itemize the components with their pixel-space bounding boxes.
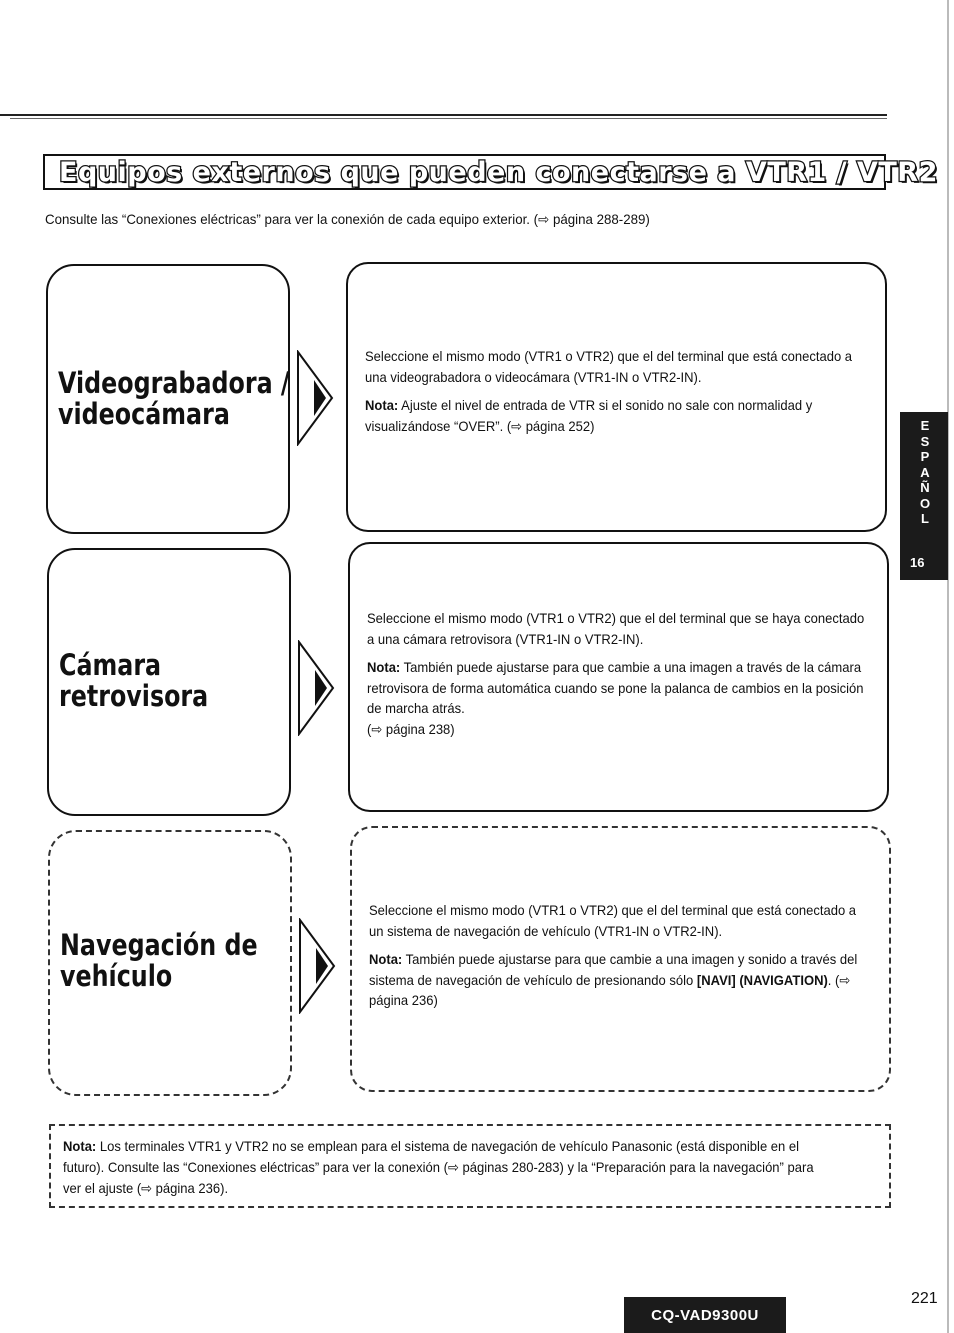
top-rule-thin: [10, 118, 887, 119]
page-title-box: [43, 154, 938, 190]
text-box-navegacion: [350, 826, 891, 1092]
page-title: Equipos externos que pueden conectarse a VTR1 / VTR2: [59, 156, 938, 188]
model-badge: CQ-VAD9300U: [624, 1297, 786, 1333]
language-tab-letters: E S P A Ñ O L: [919, 418, 931, 526]
label-box-videograbadora: [46, 264, 290, 534]
arrow-right-icon: [296, 350, 336, 446]
section-body: Seleccione el mismo modo (VTR1 o VTR2) que el del terminal que está conectado a una videograbadora o videocámara (VTR1-IN o VTR2-IN). Nota: Ajuste el nivel de entrada de VTR si el sonido no sale con normalidad y visualizándose “OVER”. (⇨ página 252): [365, 348, 853, 434]
top-rule: [0, 114, 887, 116]
section-label: Videograbadora / videocámara: [58, 366, 290, 431]
text-box-camara: [348, 542, 889, 812]
section-label: Navegación de vehículo: [60, 928, 258, 993]
language-tab: [900, 412, 948, 580]
section-body: Seleccione el mismo modo (VTR1 o VTR2) que el del terminal que se haya conectado a una cámara retrovisora (VTR1-IN o VTR2-IN). Nota: También puede ajustarse para que cambie a una imagen a través de la cámara retrovisora de forma automática cuando se pone la palanca de cambios en la posición de marcha atrás. (⇨ página 238): [367, 610, 865, 737]
language-tab-number: 16: [910, 555, 925, 570]
bottom-note: Nota: Los terminales VTR1 y VTR2 no se emplean para el sistema de navegación de vehículo Panasonic (está disponible en el futuro). Consulte las “Conexiones eléctricas” para ver la conexión (⇨ páginas 280-283) y la “Preparación para la navegación” para ver el ajuste (⇨ página 236).: [63, 1138, 814, 1196]
text-box-videograbadora: [346, 262, 887, 532]
intro-text: Consulte las “Conexiones eléctricas” para ver la conexión de cada equipo exterior. (⇨ página 288-289): [45, 211, 650, 227]
arrow-right-icon: [298, 918, 338, 1014]
page-edge: [947, 0, 949, 1333]
bottom-note-box: [49, 1124, 891, 1208]
page-number: 221: [911, 1290, 938, 1307]
section-body: Seleccione el mismo modo (VTR1 o VTR2) que el del terminal que está conectado a un sistema de navegación de vehículo (VTR1-IN o VTR2-IN). Nota: También puede ajustarse para que cambie a una imagen y sonido a través del sistema de navegación de vehículo de presionando sólo [NAVI] (NAVIGATION). (⇨ página 236): [369, 902, 858, 1008]
section-label: Cámara retrovisora: [59, 648, 209, 713]
arrow-right-icon: [297, 640, 337, 736]
label-box-navegacion: [48, 830, 292, 1096]
label-box-camara: [47, 548, 291, 816]
